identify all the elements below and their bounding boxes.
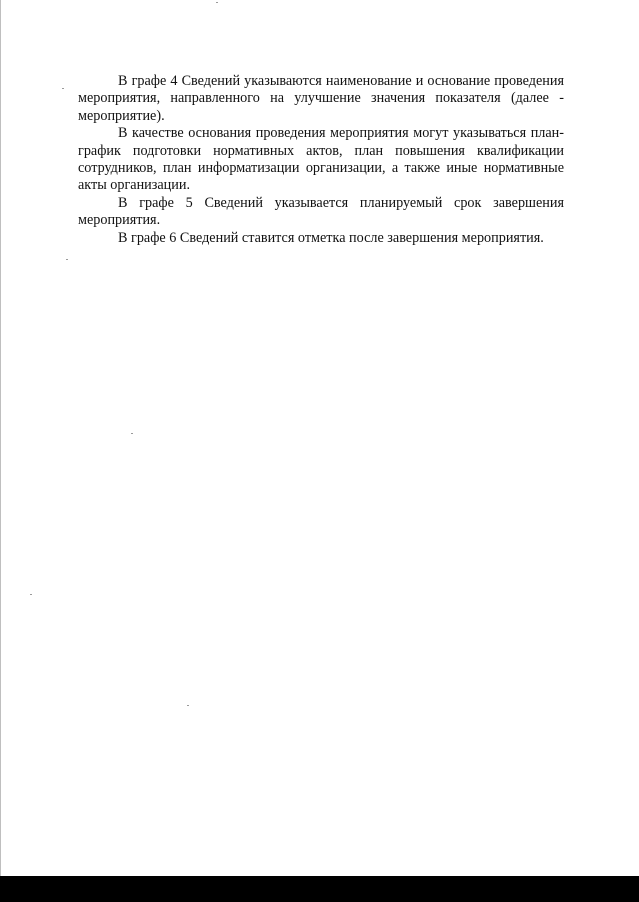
scan-left-edge: [0, 0, 1, 880]
scan-speck: [131, 433, 133, 434]
paragraph-basis: В качестве основания проведения мероприятия могут указываться план-график подготовки нормативных актов, план повышения квалификации сотрудников, план информатизации организации, а также иные нормативные акты организации.: [78, 125, 564, 194]
paragraph-column-4: В графе 4 Сведений указываются наименование и основание проведения мероприятия, направленного на улучшение значения показателя (далее - мероприятие).: [78, 73, 564, 124]
scan-speck: [30, 594, 32, 595]
scan-bottom-bar: [0, 876, 639, 902]
scan-speck: [187, 705, 189, 706]
scan-speck: [66, 259, 68, 260]
scan-speck: [62, 88, 64, 89]
document-body: [78, 73, 564, 247]
scan-speck: [216, 2, 218, 3]
paragraph-column-5: В графе 5 Сведений указывается планируемый срок завершения мероприятия.: [78, 194, 564, 229]
paragraph-column-6: В графе 6 Сведений ставится отметка после завершения мероприятия.: [118, 229, 544, 246]
